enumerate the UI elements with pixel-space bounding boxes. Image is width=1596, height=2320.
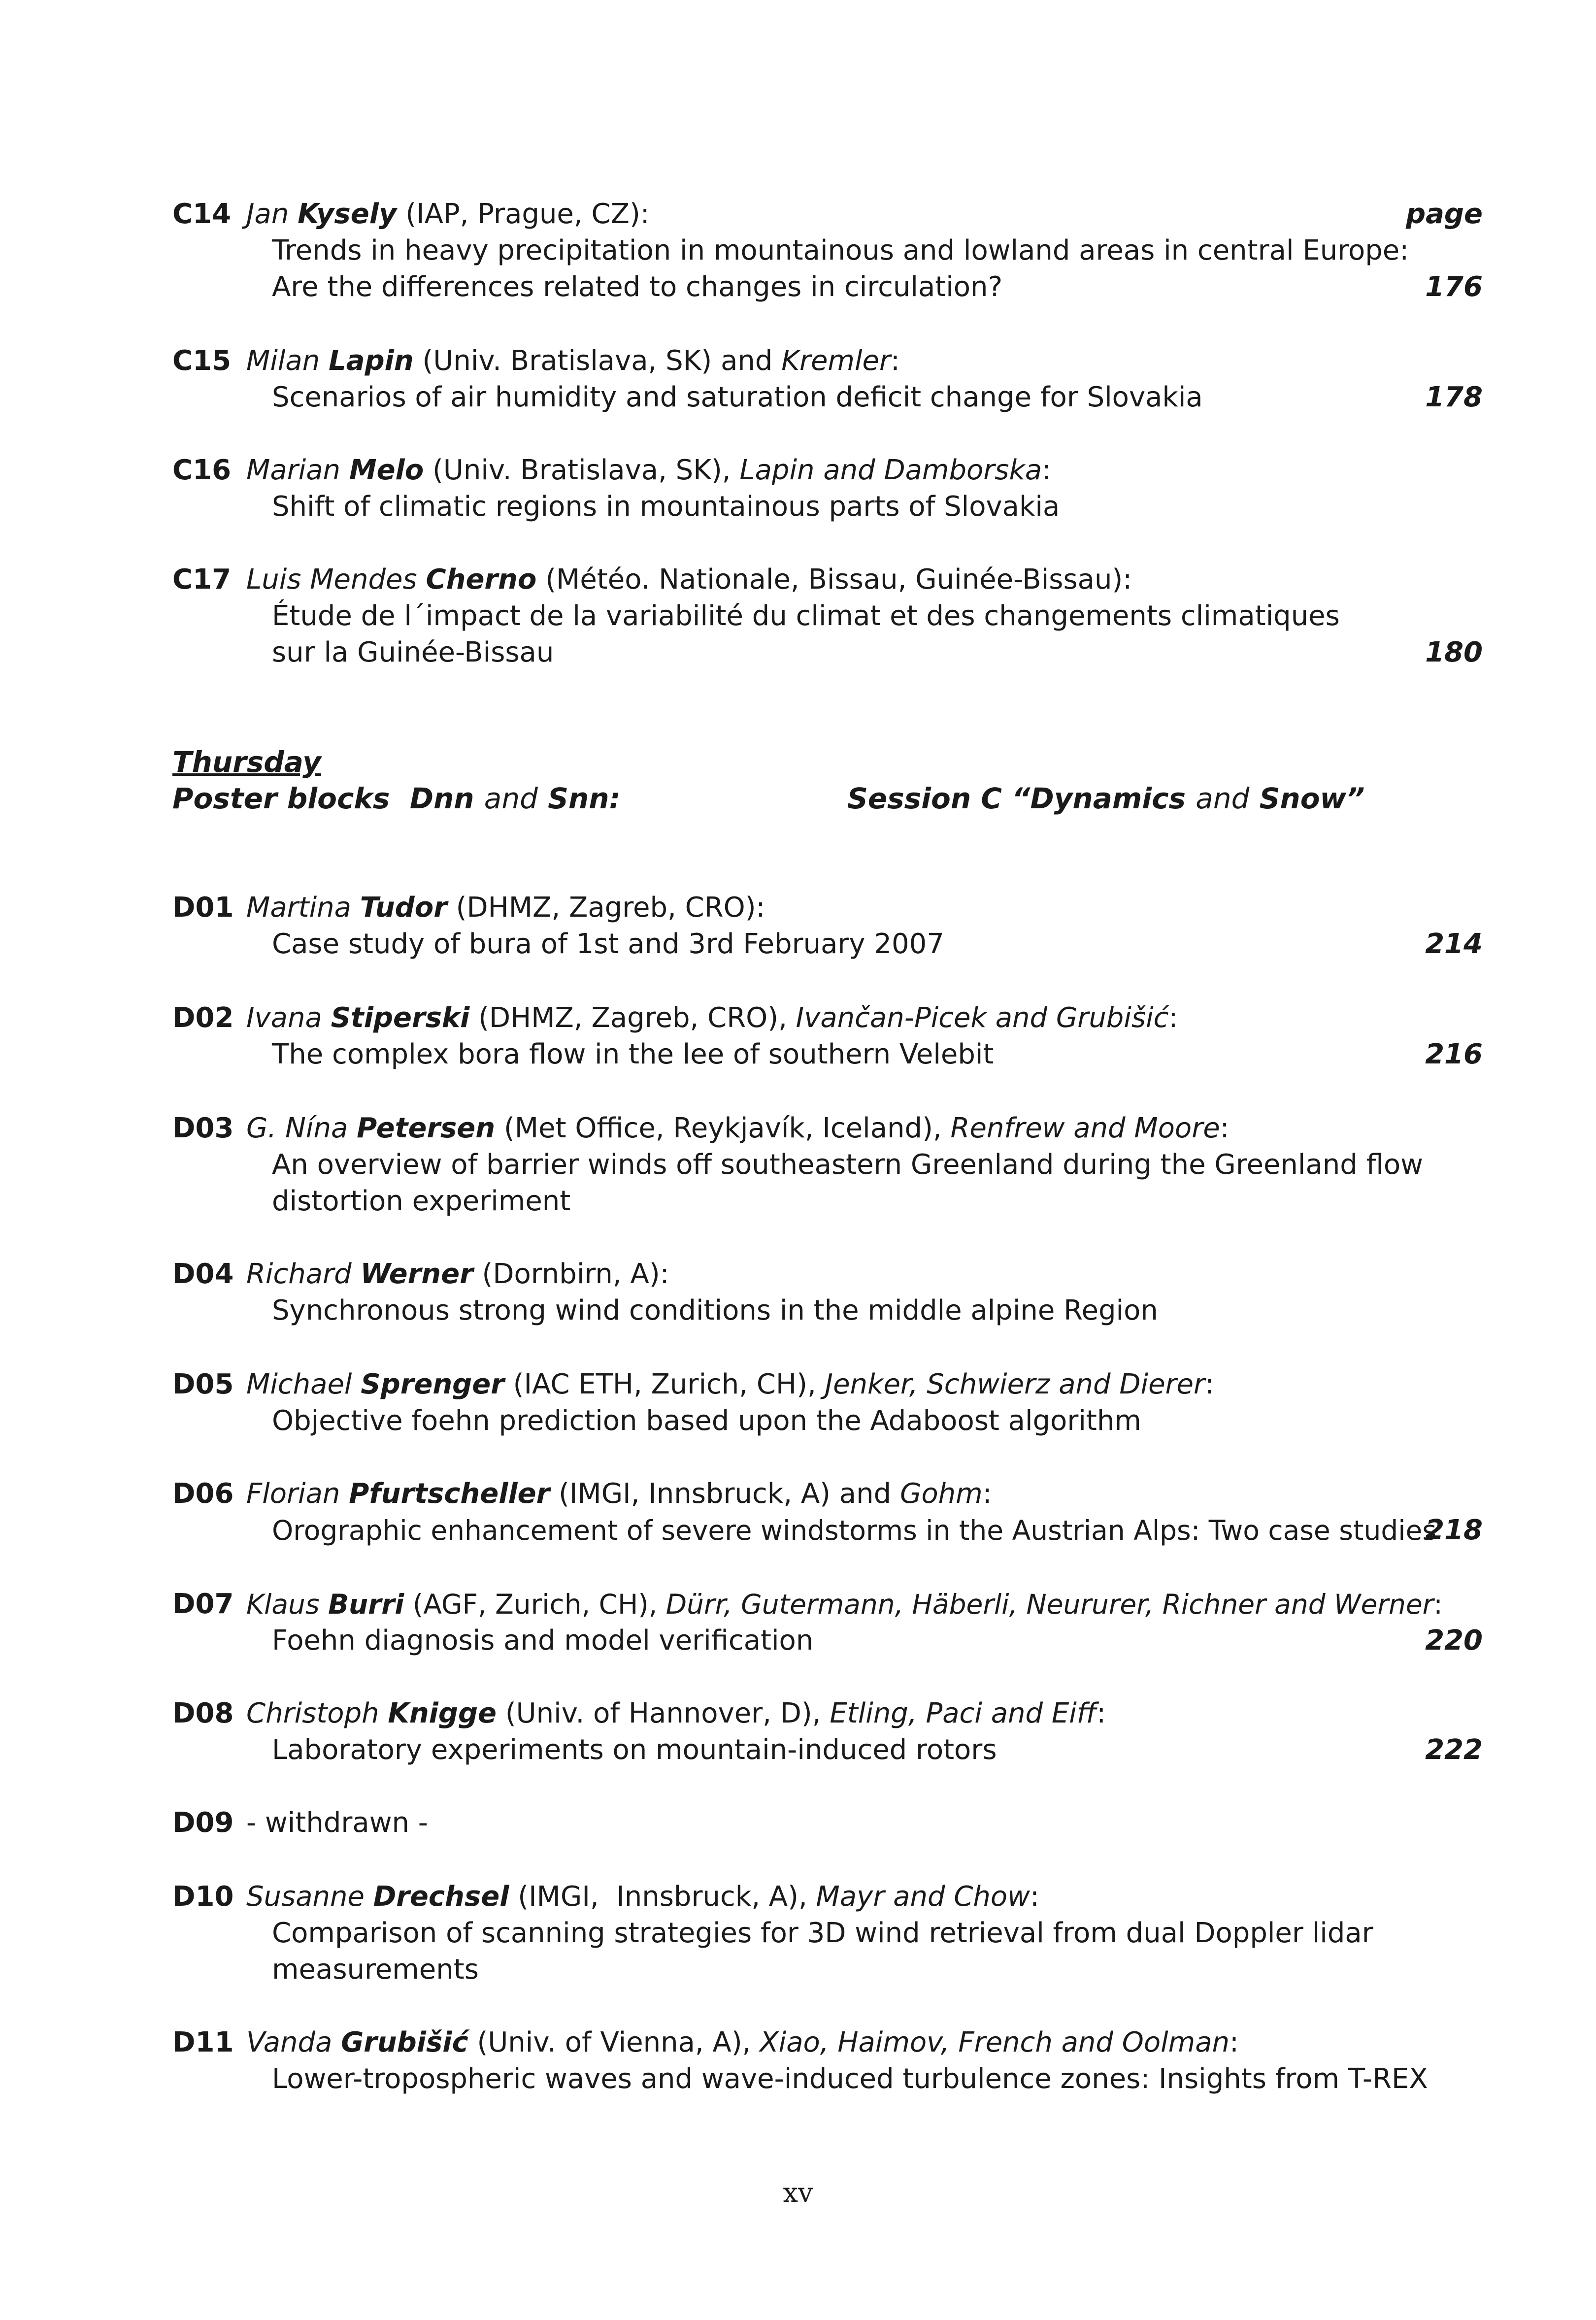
session-b: Snow” (1259, 782, 1365, 815)
poster-blocks-text: Poster blocks (172, 782, 390, 815)
author-affiliation: (IAP, Prague, CZ): (397, 198, 650, 230)
entry-id: D10 (172, 1881, 234, 1913)
author-last-name: Drechsel (373, 1881, 509, 1913)
author-last-name: Tudor (360, 892, 447, 924)
entry-c17 (172, 562, 1483, 671)
withdrawn-note: - withdrawn - (246, 1807, 429, 1839)
entry-authors (246, 1256, 669, 1293)
author-last-name: Stiperski (331, 1002, 470, 1034)
author-affiliation: (DHMZ, Zagreb, CRO): (447, 892, 765, 924)
page-number: 222 (1425, 1734, 1483, 1766)
entry-id: C17 (172, 563, 232, 596)
entry-id: D06 (172, 1478, 234, 1510)
entry-title-line: Are the differences related to changes in circulation? (272, 271, 1003, 303)
entry-id: D09 (172, 1807, 234, 1839)
poster-blocks-label (172, 780, 621, 817)
poster-blocks-and: and (484, 782, 538, 815)
entry-authors: Christoph Knigge (Univ. of Hannover, D), Etling, Paci and Eiff: (246, 1697, 1106, 1729)
author-first-name: Milan (246, 345, 320, 377)
coauthors: Dürr, Gutermann, Häberli, Neururer, Richner and Werner (665, 1589, 1434, 1620)
entry-id: D05 (172, 1368, 234, 1400)
entry-d01 (172, 890, 1483, 962)
session-text: Session C “Dynamics (847, 782, 1186, 815)
author-affiliation: (Univ. of Vienna, A), (468, 2026, 760, 2058)
author-first-name: Luis Mendes (246, 563, 417, 596)
entry-title-line: Comparison of scanning strategies for 3D wind retrieval from dual Doppler lidar (272, 1917, 1373, 1949)
author-first-name: Ivana (246, 1002, 322, 1034)
author-first-name: Marian (246, 454, 341, 486)
entry-authors: Milan Lapin (Univ. Bratislava, SK) and Kremler: (246, 345, 900, 377)
page-number: 216 (1425, 1038, 1483, 1070)
entry-d07 (172, 1586, 1483, 1659)
entry-id: D01 (172, 892, 234, 924)
author-affiliation: (Univ. Bratislava, SK) and (413, 345, 782, 377)
poster-blocks-b: Snn: (548, 782, 621, 815)
entry-authors: G. Nína Petersen (Met Office, Reykjavík, Iceland), Renfrew and Moore: (246, 1112, 1230, 1144)
author-last-name: Burri (328, 1589, 404, 1620)
page-number: 178 (1425, 381, 1483, 413)
entry-d10 (172, 1879, 1483, 1988)
entry-title-line: measurements (272, 1954, 479, 1986)
author-affiliation: (Météo. Nationale, Bissau, Guinée-Bissau): (536, 563, 1132, 596)
entry-title-line: Foehn diagnosis and model verification (272, 1624, 814, 1657)
page-number: 176 (1425, 271, 1483, 303)
page-column-label: page (1406, 198, 1483, 230)
entry-id: C16 (172, 454, 232, 486)
author-affiliation: (IMGI, Innsbruck, A) and (550, 1478, 900, 1510)
session-and: and (1196, 782, 1250, 815)
entry-authors (246, 890, 765, 926)
entry-title-line: Lower-tropospheric waves and wave-induced turbulence zones: Insights from T-REX (272, 2063, 1428, 2095)
page-number: 220 (1425, 1624, 1483, 1657)
entry-c14 (172, 196, 1483, 305)
coauthors: Mayr and Chow (816, 1881, 1030, 1913)
entry-authors: Ivana Stiperski (DHMZ, Zagreb, CRO), Ivančan-Picek and Grubišić: (246, 1002, 1178, 1034)
entry-title-line: Trends in heavy precipitation in mountainous and lowland areas in central Europe: (272, 234, 1409, 266)
entry-d08 (172, 1695, 1483, 1768)
author-last-name: Lapin (329, 345, 414, 377)
entry-d02 (172, 1000, 1483, 1073)
entry-title-line: distortion experiment (272, 1185, 571, 1217)
coauthors: Kremler (781, 345, 891, 377)
author-first-name: Susanne (246, 1881, 365, 1913)
coauthors: Lapin and Damborska (739, 454, 1042, 486)
author-last-name: Sprenger (361, 1368, 504, 1400)
coauthors: Renfrew and Moore (950, 1112, 1220, 1144)
page-number: 180 (1425, 636, 1483, 668)
entry-id: C14 (172, 198, 232, 230)
author-affiliation: (IAC ETH, Zurich, CH), (504, 1368, 825, 1400)
author-last-name: Grubišić (341, 2026, 468, 2058)
entry-title-line: Case study of bura of 1st and 3rd February 2007 (272, 928, 944, 960)
entry-authors: Susanne Drechsel (IMGI, Innsbruck, A), Mayr and Chow: (246, 1881, 1039, 1913)
entry-c16 (172, 452, 1483, 525)
entry-authors (246, 196, 650, 232)
author-last-name: Werner (360, 1258, 473, 1290)
entry-title-line: Laboratory experiments on mountain-induced rotors (272, 1734, 997, 1766)
author-first-name: Florian (246, 1478, 340, 1510)
author-first-name: Christoph (246, 1697, 379, 1729)
entry-title-line: Objective foehn prediction based upon the Adaboost algorithm (272, 1405, 1141, 1437)
entry-title-line: Étude de l´impact de la variabilité du climat et des changements climatiques (272, 600, 1340, 632)
entry-authors: Vanda Grubišić (Univ. of Vienna, A), Xiao, Haimov, French and Oolman: (246, 2026, 1239, 2058)
author-affiliation: (Univ. Bratislava, SK), (424, 454, 740, 486)
entry-d05 (172, 1366, 1483, 1439)
entry-d09 (172, 1805, 1483, 1841)
page-number: 214 (1425, 928, 1483, 960)
entry-title-line: Shift of climatic regions in mountainous parts of Slovakia (272, 491, 1060, 523)
page-number: 218 (1425, 1514, 1483, 1546)
entry-title-line: sur la Guinée-Bissau (272, 636, 554, 668)
coauthors: Jenker, Schwierz and Dierer (825, 1368, 1205, 1400)
author-first-name: G. Nína (246, 1112, 348, 1144)
entry-c15 (172, 343, 1483, 416)
entry-authors (246, 562, 1132, 598)
coauthors: Xiao, Haimov, French and Oolman (760, 2026, 1230, 2058)
author-last-name: Petersen (357, 1112, 496, 1144)
author-affiliation: (Univ. of Hannover, D), (497, 1697, 830, 1729)
entry-title-line: Scenarios of air humidity and saturation deficit change for Slovakia (272, 381, 1203, 413)
entry-id: D08 (172, 1697, 234, 1729)
section-header (172, 744, 1483, 817)
author-first-name: Vanda (246, 2026, 332, 2058)
session-label (847, 780, 1364, 817)
entry-d03 (172, 1110, 1483, 1220)
entry-id: D04 (172, 1258, 234, 1290)
author-affiliation: (DHMZ, Zagreb, CRO), (469, 1002, 796, 1034)
entry-id: D07 (172, 1588, 234, 1620)
coauthors: Ivančan-Picek and Grubišić (796, 1002, 1169, 1034)
author-last-name: Knigge (388, 1697, 497, 1729)
entry-authors: Michael Sprenger (IAC ETH, Zurich, CH), Jenker, Schwierz and Dierer: (246, 1368, 1214, 1400)
entry-title-line: Orographic enhancement of severe windstorms in the Austrian Alps: Two case studies (272, 1515, 1437, 1546)
coauthors: Gohm (899, 1478, 983, 1510)
entry-authors: Marian Melo (Univ. Bratislava, SK), Lapin and Damborska: (246, 454, 1052, 486)
entry-id: D03 (172, 1112, 234, 1144)
coauthors: Etling, Paci and Eiff (830, 1697, 1097, 1729)
entry-d04 (172, 1256, 1483, 1329)
entry-title-line: Synchronous strong wind conditions in the middle alpine Region (272, 1294, 1158, 1326)
author-affiliation: (IMGI, Innsbruck, A), (509, 1881, 816, 1913)
entry-authors: Florian Pfurtscheller (IMGI, Innsbruck, A) and Gohm: (246, 1478, 992, 1510)
entry-authors: Klaus Burri (AGF, Zurich, CH), Dürr, Gutermann, Häberli, Neururer, Richner and Werner: (246, 1589, 1443, 1620)
entry-id: D11 (172, 2026, 234, 2058)
entry-d11 (172, 2024, 1483, 2097)
poster-blocks-a: Dnn (409, 782, 474, 815)
author-affiliation: (Met Office, Reykjavík, Iceland), (495, 1112, 951, 1144)
author-first-name: Martina (246, 892, 351, 924)
author-last-name: Pfurtscheller (349, 1478, 550, 1510)
page-footer-number: xv (783, 2177, 813, 2208)
author-first-name: Michael (246, 1368, 352, 1400)
entry-id: D02 (172, 1002, 234, 1034)
author-affiliation: (AGF, Zurich, CH), (404, 1589, 666, 1620)
entry-title-line: The complex bora flow in the lee of southern Velebit (272, 1038, 994, 1070)
author-first-name: Klaus (246, 1589, 320, 1620)
author-last-name: Kysely (298, 198, 397, 230)
section-day: Thursday (172, 745, 321, 779)
entry-title-line: An overview of barrier winds off southeastern Greenland during the Greenland flow (272, 1149, 1423, 1181)
author-last-name: Melo (349, 454, 424, 486)
author-first-name: Richard (246, 1258, 352, 1290)
author-affiliation: (Dornbirn, A): (473, 1258, 669, 1290)
entry-d06 (172, 1476, 1483, 1549)
author-last-name: Cherno (426, 563, 537, 596)
entry-id: C15 (172, 345, 232, 377)
author-first-name: Jan (246, 198, 289, 230)
